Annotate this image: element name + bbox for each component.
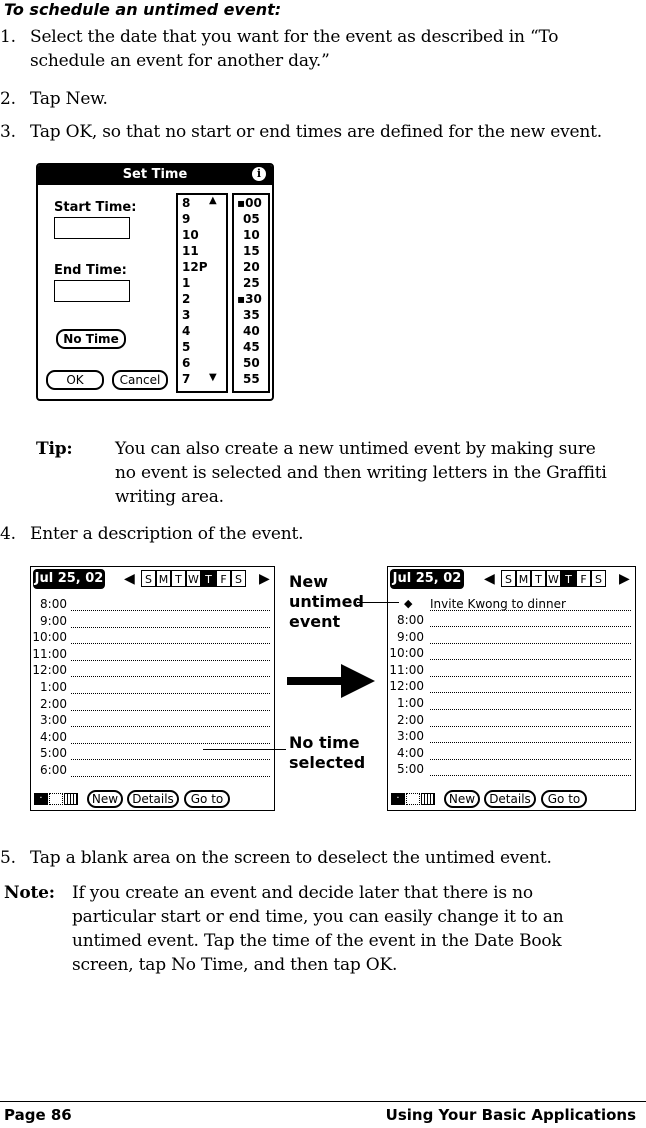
callout-new-untimed-event (289, 572, 364, 632)
datebook-after (387, 566, 636, 811)
note-line: particular start or end time, you can easily change it to an (72, 907, 564, 927)
end-time-label: End Time: (54, 263, 127, 278)
minute-item[interactable]: 25 (243, 276, 260, 290)
time-label[interactable]: 3:00 (397, 729, 424, 744)
minute-item[interactable]: 10 (243, 228, 260, 242)
info-icon[interactable]: i (252, 167, 266, 181)
callout-line: New (289, 572, 329, 591)
time-label[interactable]: 5:00 (397, 762, 424, 777)
time-label[interactable]: 4:00 (40, 729, 67, 744)
note-line: screen, tap No Time, and then tap OK. (72, 955, 398, 975)
time-slot-line[interactable] (71, 643, 270, 644)
hour-item[interactable]: 4 (182, 324, 191, 338)
prev-week-icon[interactable]: ◀ (484, 571, 495, 587)
callout-no-time-selected (289, 733, 365, 773)
step-2 (0, 87, 646, 111)
day-view-icon[interactable]: · (391, 793, 405, 805)
time-slot-line[interactable] (430, 709, 631, 710)
date-title[interactable]: Jul 25, 02 (390, 569, 464, 589)
callout-leader-line (203, 749, 286, 750)
step-4 (0, 522, 646, 546)
week-view-icon[interactable] (49, 793, 63, 805)
step-text-line: Tap a blank area on the screen to deselect the untimed event. (30, 848, 552, 868)
hour-item[interactable]: 3 (182, 308, 191, 322)
step-number: 2. (0, 89, 16, 109)
day-button-6[interactable]: S (591, 570, 606, 587)
note-label: Note: (4, 883, 55, 903)
time-label[interactable]: 10:00 (32, 630, 67, 645)
note-block (4, 881, 646, 977)
details-button[interactable]: Details (484, 790, 536, 808)
day-button-0[interactable]: S (501, 570, 516, 587)
time-slot-line[interactable] (430, 626, 631, 627)
time-slot-line[interactable] (71, 759, 270, 760)
date-title[interactable]: Jul 25, 02 (33, 569, 105, 589)
time-slot-line[interactable] (430, 643, 631, 644)
details-button[interactable]: Details (127, 790, 179, 808)
time-slot-line[interactable] (71, 627, 270, 628)
tip-label: Tip: (36, 439, 73, 459)
day-button-5[interactable]: F (576, 570, 591, 587)
time-label[interactable]: 3:00 (40, 713, 67, 728)
hour-item[interactable]: 6 (182, 356, 191, 370)
month-view-icon[interactable] (421, 793, 435, 805)
footer-divider (0, 1101, 646, 1102)
time-label[interactable]: 10:00 (389, 646, 424, 661)
tip-line: writing area. (115, 487, 224, 507)
callout-line: event (289, 612, 341, 631)
ok-button[interactable]: OK (46, 370, 104, 390)
prev-week-icon[interactable]: ◀ (124, 571, 135, 587)
tip-line: no event is selected and then writing letters in the Graffiti (115, 463, 607, 483)
set-time-dialog (36, 163, 274, 401)
day-button-4[interactable]: T (201, 570, 216, 587)
step-text-line: Tap OK, so that no start or end times are defined for the new event. (30, 122, 602, 142)
time-label[interactable]: 5:00 (40, 746, 67, 761)
time-slot-line[interactable] (430, 692, 631, 693)
hour-scroll-up-icon[interactable]: ▲ (209, 195, 217, 206)
minute-item[interactable]: 05 (243, 212, 260, 226)
minute-item[interactable]: 45 (243, 340, 260, 354)
goto-button[interactable]: Go to (541, 790, 587, 808)
time-slot-line[interactable] (71, 693, 270, 694)
time-slot-line[interactable] (430, 726, 631, 727)
time-slot-line[interactable] (71, 743, 270, 744)
goto-button[interactable]: Go to (184, 790, 230, 808)
time-slot-line[interactable] (71, 610, 270, 611)
time-slot-line[interactable] (430, 676, 631, 677)
note-line: untimed event. Tap the time of the event in the Date Book (72, 931, 562, 951)
hour-item[interactable]: 5 (182, 340, 191, 354)
time-label[interactable]: 1:00 (397, 696, 424, 710)
hour-item[interactable]: 10 (182, 228, 199, 242)
minute-item[interactable]: 50 (243, 356, 260, 370)
untimed-event-text[interactable]: Invite Kwong to dinner (430, 597, 566, 611)
tip-block (36, 437, 646, 509)
no-time-button[interactable]: No Time (56, 329, 126, 349)
minute-item[interactable]: 55 (243, 372, 260, 386)
week-view-icon[interactable] (406, 793, 420, 805)
time-slot-line[interactable] (71, 726, 270, 727)
section-heading: To schedule an untimed event: (4, 0, 282, 19)
tip-line: You can also create a new untimed event by making sure (115, 439, 596, 459)
new-button[interactable]: New (444, 790, 480, 808)
start-time-field[interactable] (54, 217, 130, 239)
month-view-icon[interactable] (64, 793, 78, 805)
day-button-3[interactable]: W (546, 570, 561, 587)
hour-item[interactable]: 2 (182, 292, 191, 306)
hour-item[interactable]: 1 (182, 276, 191, 290)
callout-line: selected (289, 753, 366, 772)
time-slot-line[interactable] (71, 710, 270, 711)
time-label[interactable]: 12:00 (389, 679, 424, 694)
time-label[interactable]: 11:00 (32, 646, 67, 661)
time-label[interactable]: 12:00 (32, 663, 67, 678)
minute-item[interactable]: 20 (243, 260, 260, 274)
hour-item[interactable]: 11 (182, 244, 199, 258)
hour-item[interactable]: 9 (182, 212, 191, 226)
footer-section-title: Using Your Basic Applications (385, 1106, 636, 1124)
time-slot-line[interactable] (71, 776, 270, 777)
end-time-field[interactable] (54, 280, 130, 302)
time-label[interactable]: 4:00 (397, 745, 424, 760)
step-number: 1. (0, 27, 16, 47)
hour-item[interactable]: 12P (182, 260, 208, 274)
day-button-1[interactable]: M (156, 570, 171, 587)
time-label[interactable]: 1:00 (40, 680, 67, 694)
untimed-event-bullet-icon: ◆ (404, 597, 413, 610)
time-label[interactable]: 8:00 (40, 597, 67, 611)
footer-page-number: Page 86 (4, 1106, 72, 1124)
time-slot-line[interactable] (430, 742, 631, 743)
time-label[interactable]: 8:00 (397, 613, 424, 627)
callout-line: untimed (289, 592, 364, 611)
step-text-line: Select the date that you want for the event as described in “To (30, 27, 559, 47)
time-slot-line[interactable] (430, 775, 631, 776)
day-button-2[interactable]: T (531, 570, 546, 587)
day-button-0[interactable]: S (141, 570, 156, 587)
step-text-line: schedule an event for another day.” (30, 51, 330, 71)
minute-item[interactable]: 35 (243, 308, 260, 322)
time-slot-line[interactable] (71, 660, 270, 661)
time-slot-line[interactable] (71, 676, 270, 677)
callout-line: No time (289, 733, 360, 752)
time-label[interactable]: 11:00 (389, 662, 424, 677)
hour-scroll-down-icon[interactable]: ▼ (209, 372, 217, 383)
time-label[interactable]: 6:00 (40, 763, 67, 777)
start-time-label: Start Time: (54, 200, 137, 215)
new-button[interactable]: New (87, 790, 123, 808)
minute-item[interactable]: 15 (243, 244, 260, 258)
time-label[interactable]: 2:00 (40, 696, 67, 711)
time-label[interactable]: 9:00 (40, 613, 67, 628)
dialog-title: Set Time (122, 167, 188, 182)
next-week-icon[interactable]: ▶ (619, 571, 630, 587)
untimed-event-row[interactable] (388, 597, 635, 613)
time-label[interactable]: 2:00 (397, 712, 424, 727)
datebook-before (30, 566, 275, 811)
step-number: 4. (0, 524, 16, 544)
note-line: If you create an event and decide later that there is no (72, 883, 533, 903)
day-view-icon[interactable]: · (34, 793, 48, 805)
day-button-4[interactable]: T (561, 570, 576, 587)
step-1 (0, 25, 646, 73)
minute-item[interactable]: ▪00 (237, 196, 262, 210)
time-label[interactable]: 9:00 (397, 629, 424, 644)
day-button-5[interactable]: F (216, 570, 231, 587)
day-button-3[interactable]: W (186, 570, 201, 587)
minute-item[interactable]: 40 (243, 324, 260, 338)
step-number: 5. (0, 848, 16, 868)
step-text-line: Enter a description of the event. (30, 524, 304, 544)
time-slot-line[interactable] (430, 659, 631, 660)
step-number: 3. (0, 122, 16, 142)
transition-arrow-icon (287, 662, 377, 700)
dialog-title-bar (38, 165, 272, 185)
callout-leader-line (357, 602, 399, 603)
hour-item[interactable]: 7 (182, 372, 191, 386)
hour-item[interactable]: 8 (182, 196, 191, 210)
day-button-2[interactable]: T (171, 570, 186, 587)
day-button-1[interactable]: M (516, 570, 531, 587)
step-5 (0, 846, 646, 870)
cancel-button[interactable]: Cancel (112, 370, 168, 390)
step-3 (0, 120, 646, 144)
step-text-line: Tap New. (30, 89, 108, 109)
day-button-6[interactable]: S (231, 570, 246, 587)
time-slot-line[interactable] (430, 759, 631, 760)
next-week-icon[interactable]: ▶ (259, 571, 270, 587)
minute-item[interactable]: ▪30 (237, 292, 262, 306)
